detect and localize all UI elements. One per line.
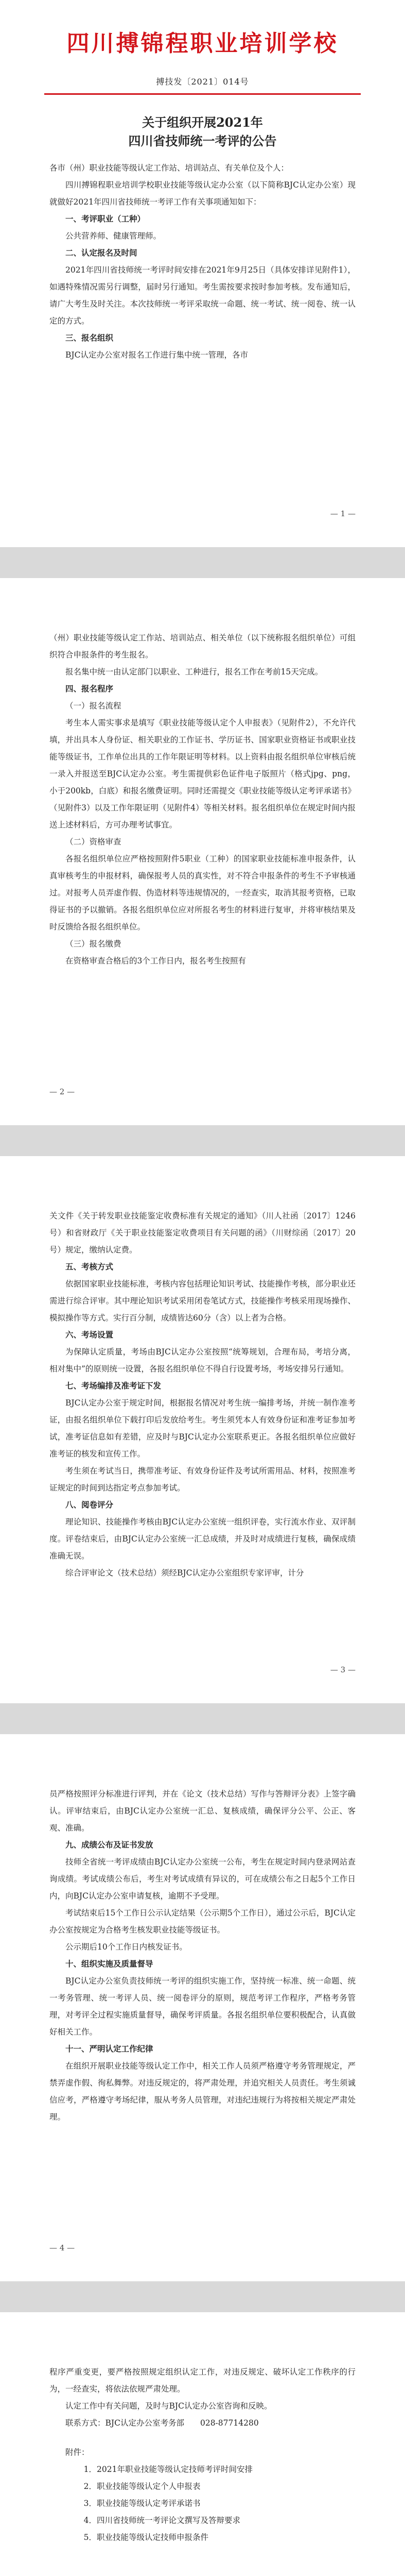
paragraph: 依据国家职业技能标准，考核内容包括理论知识考试、技能操作考核，部分职业还需进行综合评审。其中理论知识考试采用闭卷笔试方式，技能操作考核采用现场操作、模拟操作等方式。实行百分制，成绩皆达60分（含）以上者为合格。 [49, 1279, 356, 1323]
doc-number: 搏技发〔2021〕014号 [156, 77, 249, 87]
paragraph: 员严格按照评分标准进行评判，并在《论文（技术总结）写作与答辩评分表》上签字确认。评审结束后，由BJC认定办公室统一汇总、复核成绩，确保评分公平、公正、客观、准确。 [49, 1789, 356, 1833]
paragraph: 各报名组织单位应严格按照附件5职业（工种）的国家职业技能标准申报条件，认真审核考生的申报材料，确保报考人员的真实性，对不符合申报条件的考生不予审核通过。对报考人员弄虚作假、伪造材料等违规情况的，一经查实，取消其报考资格，已取得证书的予以撤销。各报名组织单位应对所报名考生的材料进行复审，并将审核结果及时反馈给各报名组织单位。 [49, 854, 356, 931]
section-body-2: 2021年四川省技师统一考评时间安排在2021年9月25日（具体安排详见附件1），如遇特殊情况需另行调整，届时另行通知。考生需按要求按时参加考核。发布通知后，请广大考生及时关注。本次技师统一考评采取统一命题、统一考试、统一阅卷、统一认定的方式。 [49, 265, 356, 326]
subsection-heading: （一）报名流程 [65, 701, 121, 710]
paragraph: 为保障认定质量，考场由BJC认定办公室按照“统筹规划，合理布局，考培分离，相对集中”的原则统一设置，各报名组织单位不得自行设置考场，考场安排另行通知。 [49, 1347, 356, 1374]
contact-info: 联系方式：BJC认定办公室考务部 028-87714280 [65, 2418, 259, 2428]
attachment-item: 4．四川省技师统一考评论文撰写及答辩要求 [83, 2516, 241, 2525]
paragraph: 公示期后10个工作日内核发证书。 [65, 1942, 187, 1952]
document-page-5 [0, 2312, 405, 2576]
document-page-4 [0, 1734, 405, 2281]
paragraph: 程序严重变更，要严格按照规定组织认定工作，对违反规定、破坏认定工作秩序的行为，一经查实，将依法依规严肃处理。 [49, 2367, 356, 2394]
page-number: — 4 — [49, 2243, 75, 2252]
paragraph: 考生须在考试当日，携带准考证、有效身份证件及考试所需用品、材料，按照准考证规定的时间到达指定考点参加考试。 [49, 1466, 356, 1493]
attachment-item: 1．2021年职业技能等级认定技师考评时间安排 [83, 2465, 253, 2474]
paragraph: 理论知识、技能操作考核由BJC认定办公室统一组织评卷，实行流水作业、双评制度。评卷结束后，由BJC认定办公室统一汇总成绩，并及时对成绩进行复核，确保成绩准确无误。 [49, 1517, 356, 1561]
section-heading-9: 九、成绩公布及证书发放 [65, 1840, 153, 1850]
section-heading-5: 五、考核方式 [65, 1262, 114, 1272]
paragraph: 综合评审论文（技术总结）须经BJC认定办公室组织专家评审，计分 [65, 1568, 304, 1578]
paragraph: 考生本人需实事求是填写《职业技能等级认定个人申报表》（见附件2），不允许代填，并出具本人身份证、相关职业的工作证书、学历证书、国家职业资格证书或职业技能等级证书，工作单位出具的工作年限证明等材料。以上资料由报名组织单位审核后统一录入并报送至BJC认定办公室。考生需提供彩色证件电子版照片（格式jpg、png，小于200kb，白底）和报名缴费证明。同时还需提交《职业技能等级认定考评承诺书》（见附件3）以及工作年限证明（见附件4）等相关材料。报名组织单位在规定时间内报送上述材料后，方可办理考试事宜。 [49, 718, 356, 829]
page-number: — 3 — [330, 1665, 356, 1674]
section-heading-2: 二、认定报名及时间 [65, 248, 137, 258]
page-number: — 1 — [330, 509, 356, 518]
section-heading-4: 四、报名程序 [65, 684, 114, 693]
paragraph: BJC认定办公室于规定时间，根据报名情况对考生统一编排考场，并统一制作准考证，由报名组织单位下载打印后发放给考生。考生须凭本人有效身份证和准考证参加考试，准考证信息如有差错，应及时与BJC认定办公室联系更正。各报名组织单位应做好准考证的核发和宣传工作。 [49, 1398, 356, 1459]
section-heading-7: 七、考场编排及准考证下发 [65, 1381, 162, 1391]
paragraph: （州）职业技能等级认定工作站、培训站点、相关单位（以下统称报名组织单位）可组织符合申报条件的考生报名。 [49, 633, 356, 659]
paragraph: 考试结束后15个工作日公示认定结果（公示期5个工作日），通过公示后，BJC认定办公室按规定为合格考生核发职业技能等级证书。 [49, 1908, 356, 1935]
section-heading-11: 十一、严明认定工作纪律 [65, 2044, 153, 2054]
document-page-1 [0, 0, 405, 547]
intro-paragraph: 四川搏锦程职业培训学校职业技能等级认定办公室（以下简称BJC认定办公室）现就做好2021年四川省技师统一考评工作有关事项通知如下： [49, 180, 356, 207]
section-body-1: 公共营养师、健康管理师。 [65, 231, 162, 241]
paragraph: BJC认定办公室负责技师统一考评的组织实施工作，坚持统一标准、统一命题、统一考务管理、统一考评人员、统一阅卷评分的原则，规范考评工作程序，严格考务管理，对考评全过程实施质量督导，确保考评质量。各报名组织单位要积极配合，认真做好相关工作。 [49, 1976, 356, 2037]
page-number: — 2 — [49, 1087, 75, 1096]
section-heading-8: 八、阅卷评分 [65, 1500, 114, 1510]
document-page-3 [0, 1156, 405, 1703]
red-divider [44, 93, 361, 95]
paragraph: 在组织开展职业技能等级认定工作中，相关工作人员须严格遵守考务管理规定，严禁弄虚作假、徇私舞弊。对违反规定的，将严肃处理，并追究相关人员责任。考生须诚信应考，严格遵守考场纪律，服从考务人员管理，对违纪违规行为将按相关规定严肃处理。 [49, 2061, 356, 2122]
attachment-item: 2．职业技能等级认定个人申报表 [83, 2482, 201, 2491]
section-body-3: BJC认定办公室对报名工作进行集中统一管理，各市 [65, 350, 248, 360]
subsection-heading: （二）资格审查 [65, 837, 121, 846]
section-heading-10: 十、组织实施及质量督导 [65, 1959, 153, 1969]
attachment-item: 3．职业技能等级认定考评承诺书 [83, 2499, 201, 2508]
attachment-item: 5．职业技能等级认定技师申报条件 [83, 2533, 209, 2542]
subsection-heading: （三）报名缴费 [65, 939, 121, 948]
notice-title [49, 113, 356, 150]
paragraph: 技师全省统一考评成绩由BJC认定办公室统一公布，考生在规定时间内登录网站查询成绩。考试成绩公布后，考生对考试成绩有异议的，可在成绩公布之日起5个工作日内，向BJC认定办公室申请复核，逾期不予受理。 [49, 1857, 356, 1901]
section-heading-3: 三、报名组织 [65, 333, 114, 343]
notice-title-line1: 关于组织开展2021年 [142, 115, 263, 130]
paragraph: 报名集中统一由认定部门以职业、工种进行，报名工作在考前15天完成。 [65, 667, 323, 676]
org-title: 四川搏锦程职业培训学校 [66, 30, 339, 57]
paragraph: 关文件《关于转发职业技能鉴定收费标准有关规定的通知》（川人社函〔2017〕1246号）和省财政厅《关于职业技能鉴定收费项目有关问题的函》（川财综函〔2017〕20号）规定，缴纳认定费。 [49, 1211, 356, 1255]
paragraph: 在资格审查合格后的3个工作日内，报名考生按照有 [65, 956, 246, 965]
salutation: 各市（州）职业技能等级认定工作站、培训站点、有关单位及个人： [49, 163, 289, 173]
document-page-2 [0, 578, 405, 1125]
notice-title-line2: 四川省技师统一考评的公告 [128, 133, 277, 148]
paragraph: 认定工作中有关问题，及时与BJC认定办公室咨询和反映。 [65, 2401, 272, 2411]
section-heading-1: 一、考评职业（工种） [65, 214, 146, 224]
section-heading-6: 六、考场设置 [65, 1330, 114, 1340]
attachments-title: 附件： [65, 2448, 90, 2457]
